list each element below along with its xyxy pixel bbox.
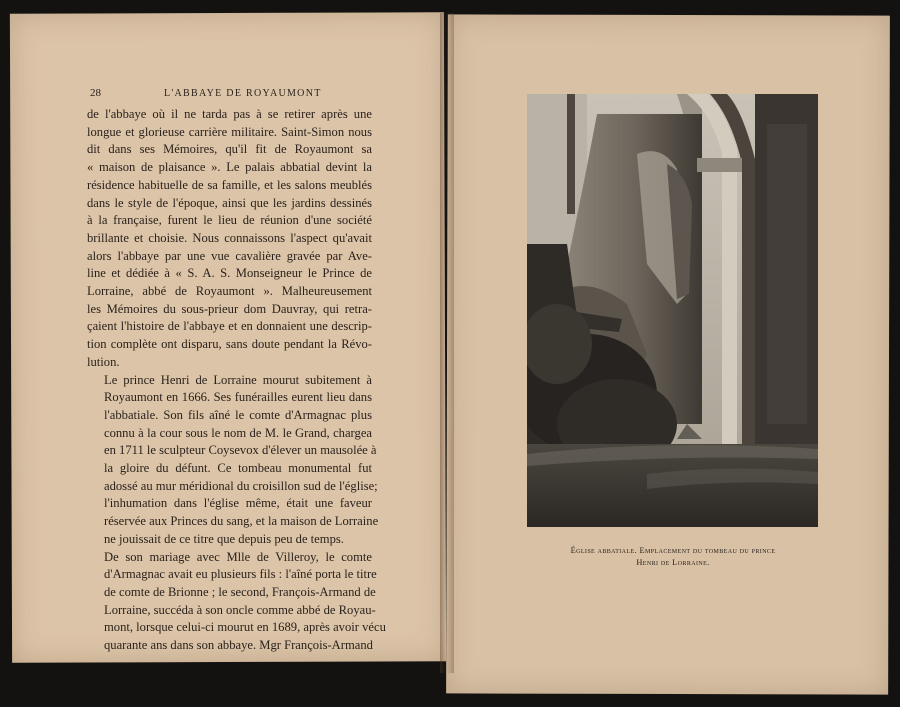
page-number: 28	[90, 87, 101, 99]
body-text	[87, 106, 386, 655]
text-line: les Mémoires du sous-prieur dom Dauvray, qui retra-	[87, 301, 372, 316]
text-line: mont, lorsque celui-ci mourut en 1689, après avoir vécu	[104, 620, 386, 635]
text-line: alors l'abbaye par une vue cavalière gravée par Ave-	[87, 248, 372, 263]
text-line: « maison de plaisance ». Le palais abbatial devint la	[87, 160, 372, 175]
photo-caption	[540, 545, 806, 569]
text-line: réservée aux Princes du sang, et la maison de Lorraine	[104, 514, 379, 529]
text-line: Lorraine, abbé de Royaumont ». Malheureusement	[87, 284, 372, 299]
header-title: L'ABBAYE DE ROYAUMONT	[164, 88, 322, 99]
abbey-photograph	[527, 94, 818, 527]
text-line: résidence habituelle de sa famille, et les salons meublés	[87, 177, 372, 192]
text-line: quarante ans dans son abbaye. Mgr François-Armand	[104, 638, 373, 653]
body-paragraph	[87, 106, 372, 372]
text-line: Lorraine, succéda à son oncle comme abbé de Royau-	[104, 602, 376, 617]
caption-line-1: Église abbatiale. Emplacement du tombeau du prince	[570, 546, 776, 555]
text-line: l'abbatiale. Son fils aîné le comte d'Armagnac plus	[104, 407, 372, 422]
body-paragraph	[87, 549, 386, 655]
text-line: à la française, furent le lieu de réunion d'une société	[87, 213, 372, 228]
book-gutter	[440, 13, 454, 673]
text-line: de l'abbaye où il ne tarda pas à se retirer après une	[87, 107, 372, 121]
text-line: tion complète ont disparu, sans doute pendant la Révo-	[87, 337, 372, 352]
text-line: adossé au mur méridional du croisillon sud de l'église;	[104, 478, 378, 493]
text-line: çaient l'histoire de l'abbaye et en donnaient une descrip-	[87, 319, 372, 334]
text-line: lution.	[87, 354, 120, 369]
text-line: de comte de Brionne ; le second, François-Armand de	[104, 584, 376, 599]
text-line: De son mariage avec Mlle de Villeroy, le comte	[104, 549, 372, 564]
abbey-photo-image	[527, 94, 818, 527]
text-line: connu à la cour sous le nom de M. le Grand, chargea	[104, 425, 372, 440]
text-line: dans le style de l'époque, ainsi que les jardins dessinés	[87, 195, 372, 210]
caption-line-2: Henri de Lorraine.	[636, 558, 710, 567]
text-line: en 1711 le sculpteur Coysevox d'élever un mausolée à	[104, 443, 377, 458]
text-line: dit dans ses Mémoires, qu'il fit de Royaumont sa	[87, 142, 372, 157]
text-line: line et dédiée à « S. A. S. Monseigneur le Prince de	[87, 266, 372, 281]
running-head	[90, 87, 372, 103]
text-line: Royaumont en 1666. Ses funérailles eurent lieu dans	[104, 390, 372, 405]
text-line: d'Armagnac avait eu plusieurs fils : l'aîné porta le titre	[104, 567, 377, 582]
text-line: longue et glorieuse carrière militaire. Saint-Simon nous	[87, 124, 372, 139]
text-line: la gloire du défunt. Ce tombeau monumental fut	[104, 461, 372, 476]
text-line: ne jouissait de ce titre que depuis peu de temps.	[104, 531, 344, 546]
text-line: brillante et choisie. Nous connaissons l'aspect qu'avait	[87, 230, 372, 245]
text-line: l'inhumation dans l'église même, était une faveur	[104, 496, 372, 511]
text-line: Le prince Henri de Lorraine mourut subitement à	[104, 372, 372, 387]
body-paragraph	[87, 372, 379, 549]
